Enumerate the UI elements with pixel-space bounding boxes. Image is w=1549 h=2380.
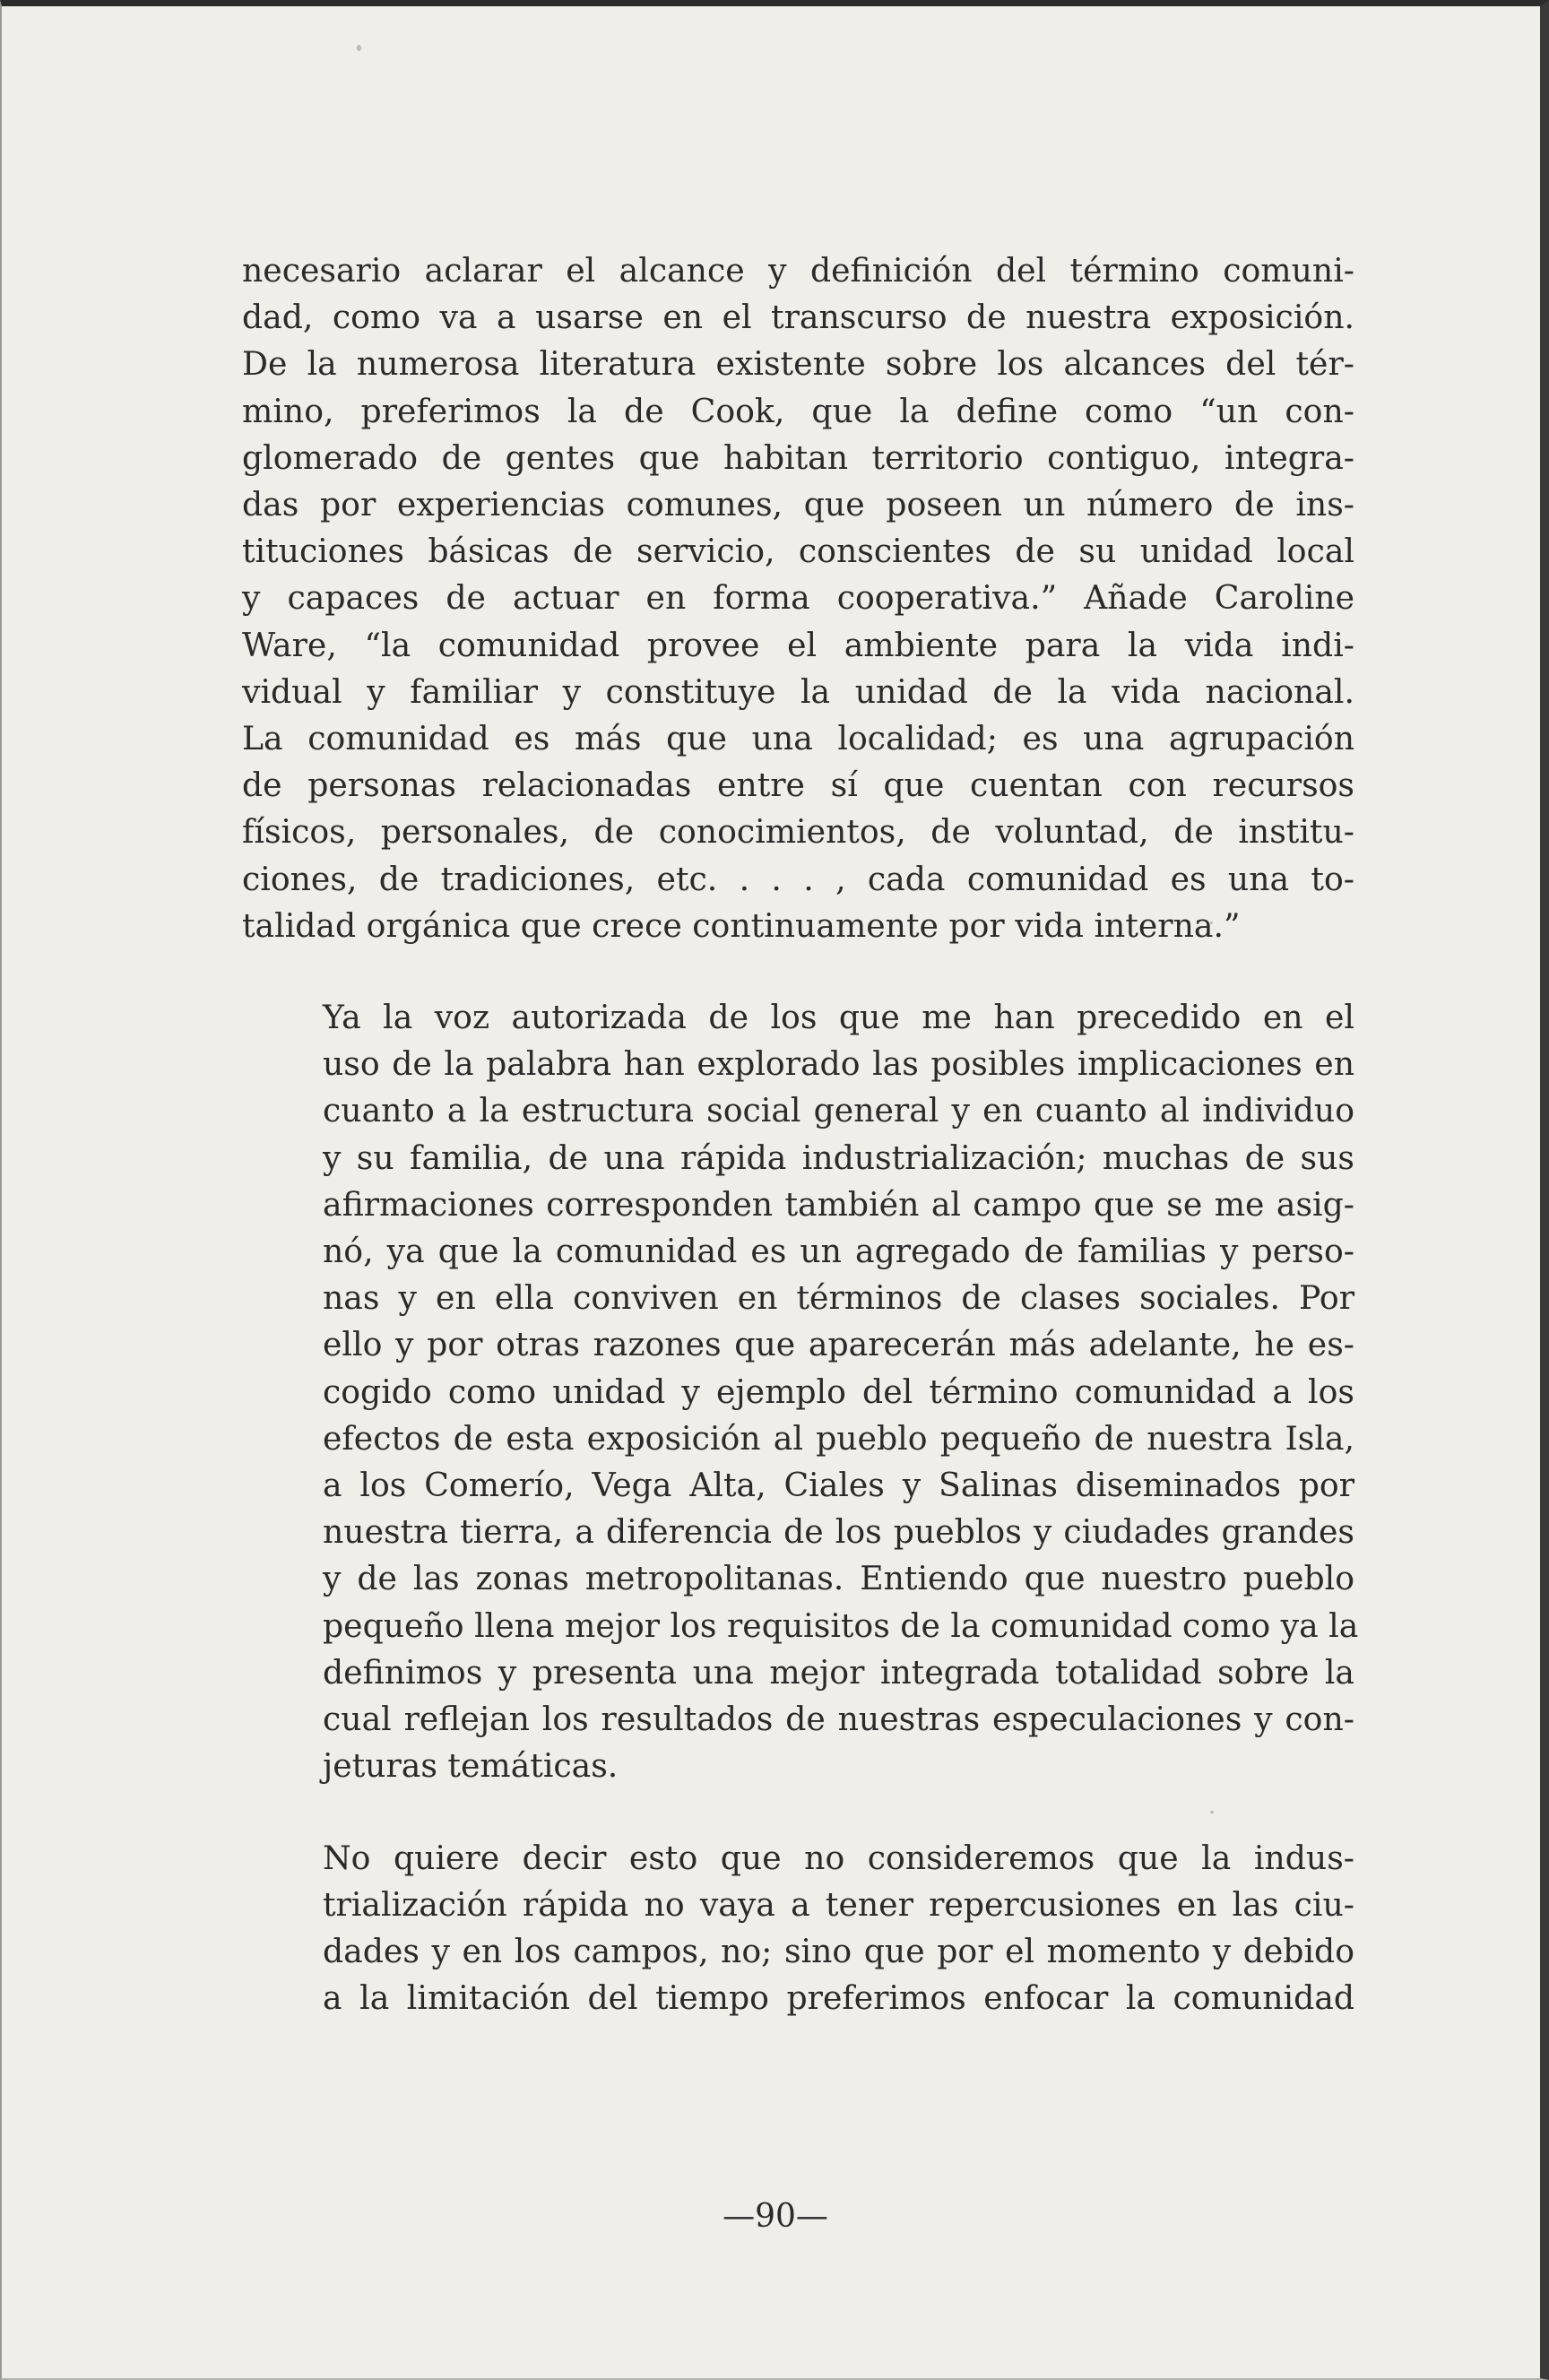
text-line: afirmaciones corresponden también al campo que se me asig- xyxy=(323,1184,1354,1224)
text-line: dad, como va a usarse en el transcurso de nuestra exposición. xyxy=(242,298,1354,337)
text-line: jeturas temáticas. xyxy=(323,1746,619,1786)
paragraph-3 xyxy=(242,1835,1354,2022)
text-line: cual reflejan los resultados de nuestras especulaciones y con- xyxy=(323,1700,1354,1739)
text-line: ciones, de tradiciones, etc. . . . , cada comunidad es una to- xyxy=(242,859,1354,898)
text-line: talidad orgánica que crece continuamente por vida interna.” xyxy=(242,905,1241,945)
text-line: a la limitación del tiempo preferimos enfocar la comunidad xyxy=(323,1978,1354,2018)
text-line: Ware, “la comunidad provee el ambiente para la vida indi- xyxy=(242,625,1354,664)
text-line: vidual y familiar y constituye la unidad de la vida nacional. xyxy=(242,671,1354,711)
text-line: efectos de esta exposición al pueblo pequeño de nuestra Isla, xyxy=(323,1418,1354,1458)
text-line: físicos, personales, de conocimientos, de voluntad, de institu- xyxy=(242,812,1354,852)
text-line: tituciones básicas de servicio, conscientes de su unidad local xyxy=(242,532,1354,571)
text-line: Ya la voz autorizada de los que me han precedido en el xyxy=(323,998,1354,1037)
page-number: —90— xyxy=(723,2198,828,2235)
document-body xyxy=(242,247,1359,2021)
text-line: De la numerosa literatura existente sobre los alcances del tér- xyxy=(242,344,1354,384)
text-line: cogido como unidad y ejemplo del término comunidad a los xyxy=(323,1372,1354,1411)
text-line: nuestra tierra, a diferencia de los pueblos y ciudades grandes xyxy=(323,1512,1354,1552)
text-line: dades y en los campos, no; sino que por el momento y debido xyxy=(323,1931,1354,1970)
text-line: cuanto a la estructura social general y en cuanto al individuo xyxy=(323,1091,1354,1130)
text-line: nó, ya que la comunidad es un agregado de familias y perso- xyxy=(323,1232,1354,1271)
paragraph-1 xyxy=(242,247,1354,949)
text-line: glomerado de gentes que habitan territorio contiguo, integra- xyxy=(242,437,1354,477)
text-line: nas y en ella conviven en términos de clases sociales. Por xyxy=(323,1278,1354,1318)
text-line: La comunidad es más que una localidad; es una agrupación xyxy=(242,719,1354,758)
text-line: y de las zonas metropolitanas. Entiendo que nuestro pueblo xyxy=(323,1559,1354,1598)
text-line: y su familia, de una rápida industrialización; muchas de sus xyxy=(323,1138,1354,1177)
text-line: a los Comerío, Vega Alta, Ciales y Salinas diseminados por xyxy=(323,1466,1354,1505)
text-line: y capaces de actuar en forma cooperativa.” Añade Caroline xyxy=(242,578,1354,618)
text-line: necesario aclarar el alcance y definición del término comuni- xyxy=(242,251,1354,290)
paragraph-2 xyxy=(242,994,1359,1789)
text-line: ello y por otras razones que aparecerán más adelante, he es- xyxy=(323,1325,1354,1364)
text-line: No quiere decir esto que no consideremos que la indus- xyxy=(323,1838,1354,1877)
text-line: de personas relacionadas entre sí que cuentan con recursos xyxy=(242,766,1354,805)
text-line: uso de la palabra han explorado las posibles implicaciones en xyxy=(323,1044,1354,1084)
paper-speck xyxy=(357,45,361,51)
text-line: mino, preferimos la de Cook, que la define como “un con- xyxy=(242,391,1354,430)
text-line: pequeño llena mejor los requisitos de la comunidad como ya la xyxy=(323,1605,1359,1645)
text-line: trialización rápida no vaya a tener repercusiones en las ciu- xyxy=(323,1884,1354,1924)
text-line: das por experiencias comunes, que poseen un número de ins- xyxy=(242,485,1354,524)
text-line: definimos y presenta una mejor integrada totalidad sobre la xyxy=(323,1652,1354,1692)
